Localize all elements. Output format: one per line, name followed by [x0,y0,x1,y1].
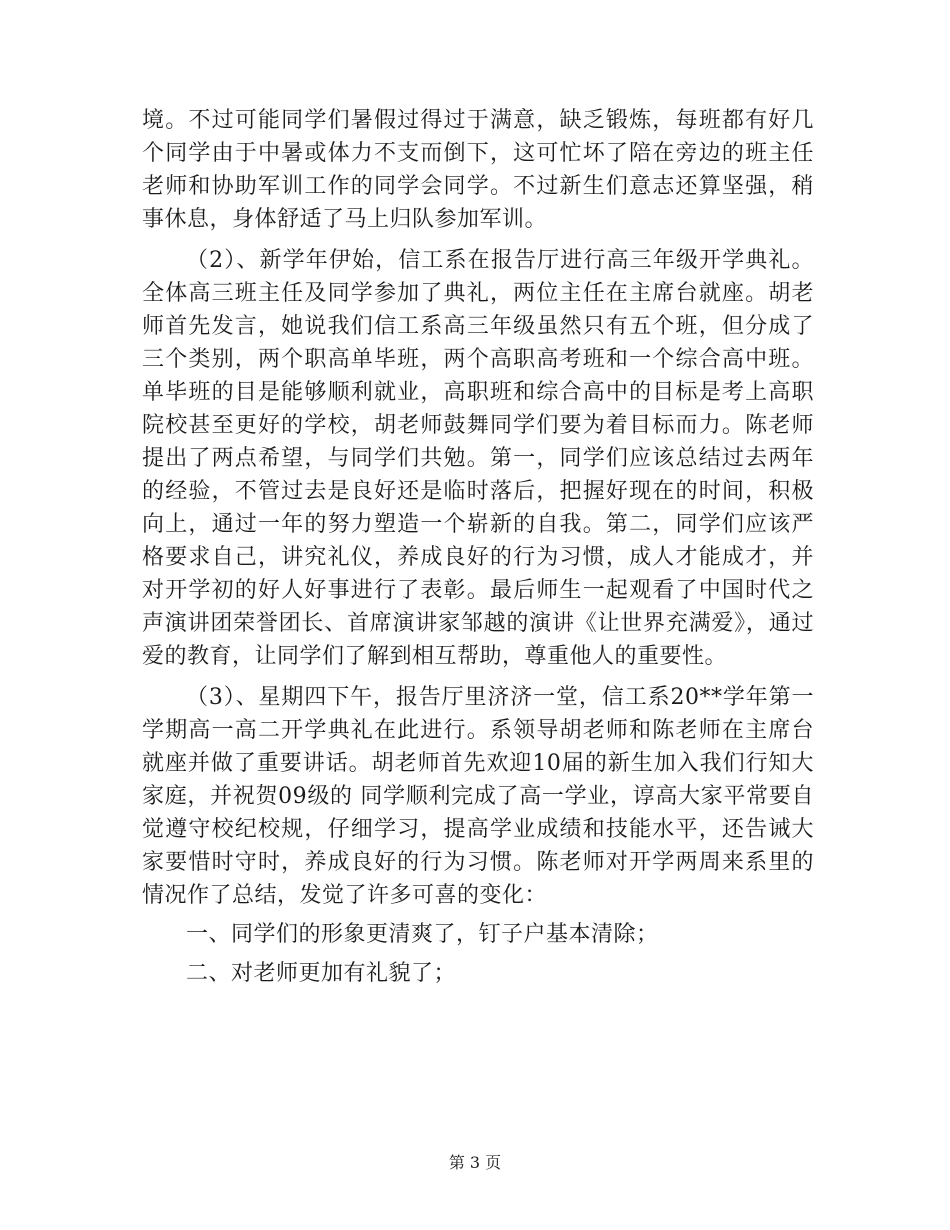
list-item-2: 二、对老师更加有礼貌了； [186,961,457,986]
document-body [142,104,814,990]
paragraph-2: （2）、新学年伊始，信工系在报告厅进行高三年级开学典礼。全体高三班主任及同学参加了典礼，两位主任在主席台就座。胡老师首先发言，她说我们信工系高三年级虽然只有五个班，但分成了三个类别，两个职高单毕班，两个高职高考班和一个综合高中班。单毕班的目是能够顺利就业，高职班和综合高中的目标是考上高职院校甚至更好的学校，胡老师鼓舞同学们要为着目标而力。陈老师提出了两点希望，与同学们共勉。第一，同学们应该总结过去两年的经验，不管过去是良好还是临时落后，把握好现在的时间，积极向上，通过一年的努力塑造一个崭新的自我。第二，同学们应该严格要求自己，讲究礼仪，养成良好的行为习惯，成人才能成才，并对开学初的好人好事进行了表彰。最后师生一起观看了中国时代之声演讲团荣誉团长、首席演讲家邹越的演讲《让世界充满爱》，通过爱的教育，让同学们了解到相互帮助，尊重他人的重要性。 [142,248,814,669]
page-number: 第 3 页 [448,1153,502,1172]
paragraph-1: 境。不过可能同学们暑假过得过于满意，缺乏锻炼，每班都有好几个同学由于中暑或体力不支而倒下，这可忙坏了陪在旁边的班主任老师和协助军训工作的同学会同学。不过新生们意志还算坚强，稍事休息，身体舒适了马上归队参加军训。 [142,108,814,232]
list-item-1: 一、同学们的形象更清爽了，钉子户基本清除； [186,922,659,947]
paragraph-3: （3）、星期四下午，报告厅里济济一堂，信工系20**学年第一学期高一高二开学典礼在此进行。系领导胡老师和陈老师在主席台就座并做了重要讲话。胡老师首先欢迎10届的新生加入我们行知大家庭，并祝贺09级的 同学顺利完成了高一学业，谆高大家平常要自觉遵守校纪校规，仔细学习，提高学业成绩和技能水平，还告诫大家要惜时守时，养成良好的行为习惯。陈老师对开学两周来系里的情况作了总结，发觉了许多可喜的变化： [142,685,814,908]
